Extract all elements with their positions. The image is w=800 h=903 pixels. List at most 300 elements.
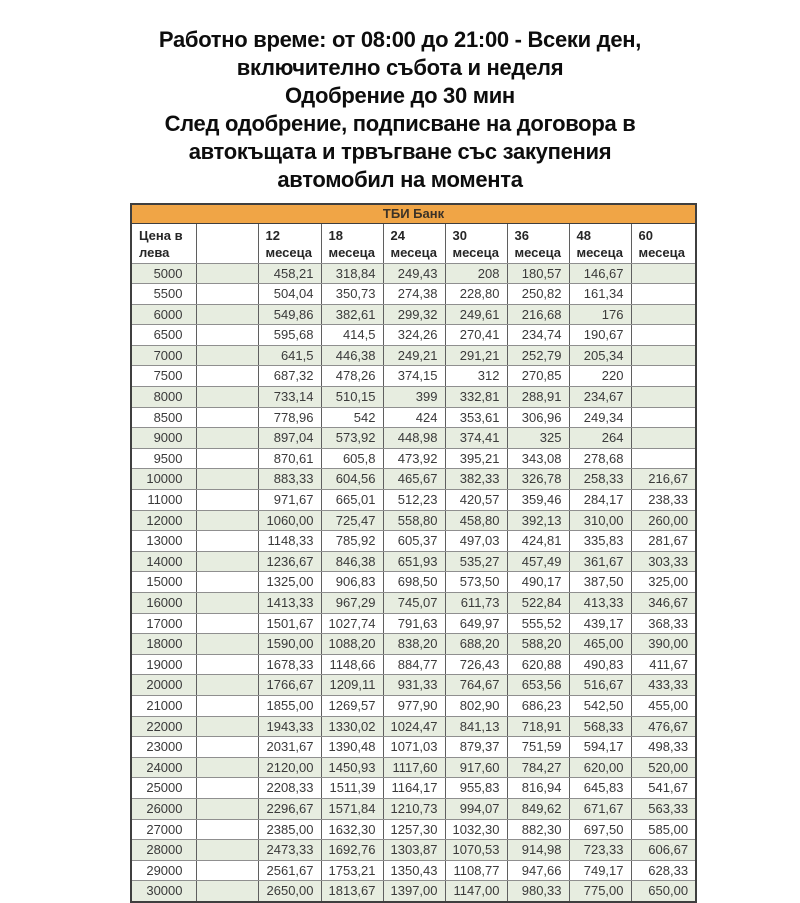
table-row [131, 510, 696, 531]
payment-cell: 641,5 [258, 345, 321, 366]
price-cell: 20000 [131, 675, 196, 696]
empty-cell [196, 284, 258, 305]
payment-cell: 387,50 [569, 572, 631, 593]
payment-cell: 510,15 [321, 387, 383, 408]
payment-cell: 650,00 [631, 881, 696, 902]
payment-cell [631, 366, 696, 387]
table-row [131, 654, 696, 675]
payment-cell: 1060,00 [258, 510, 321, 531]
price-cell: 27000 [131, 819, 196, 840]
empty-cell [196, 695, 258, 716]
payment-cell: 1117,60 [383, 757, 445, 778]
payment-cell: 649,97 [445, 613, 507, 634]
payment-cell: 382,61 [321, 304, 383, 325]
payment-cell: 749,17 [569, 860, 631, 881]
payment-cell: 884,77 [383, 654, 445, 675]
payment-cell: 1148,33 [258, 531, 321, 552]
table-row [131, 593, 696, 614]
payment-cell: 1257,30 [383, 819, 445, 840]
payment-cell: 249,61 [445, 304, 507, 325]
bank-title: ТБИ Банк [131, 204, 696, 223]
empty-cell [196, 469, 258, 490]
payment-cell: 671,67 [569, 798, 631, 819]
payment-cell: 535,27 [445, 551, 507, 572]
payment-cell: 249,21 [383, 345, 445, 366]
payment-cell: 238,33 [631, 490, 696, 511]
payment-cell: 994,07 [445, 798, 507, 819]
table-row [131, 675, 696, 696]
table-row [131, 490, 696, 511]
payment-cell: 1024,47 [383, 716, 445, 737]
payment-cell: 1692,76 [321, 840, 383, 861]
column-header-36-months: 36 месеца [507, 223, 569, 263]
payment-cell: 971,67 [258, 490, 321, 511]
payment-cell: 220 [569, 366, 631, 387]
payment-cell: 490,17 [507, 572, 569, 593]
payment-cell: 306,96 [507, 407, 569, 428]
payment-cell [631, 345, 696, 366]
column-header-price: Цена в лева [131, 223, 196, 263]
table-row [131, 469, 696, 490]
payment-cell: 473,92 [383, 448, 445, 469]
price-cell: 19000 [131, 654, 196, 675]
empty-cell [196, 757, 258, 778]
column-header-60-months: 60 месеца [631, 223, 696, 263]
payment-cell: 977,90 [383, 695, 445, 716]
payment-cell: 1148,66 [321, 654, 383, 675]
price-cell: 8000 [131, 387, 196, 408]
payment-cell: 424,81 [507, 531, 569, 552]
payment-cell: 838,20 [383, 634, 445, 655]
empty-cell [196, 448, 258, 469]
table-row [131, 366, 696, 387]
empty-cell [196, 531, 258, 552]
column-header-12-months: 12 месеца [258, 223, 321, 263]
payment-cell: 1813,67 [321, 881, 383, 902]
payment-cell: 1590,00 [258, 634, 321, 655]
payment-cell: 310,00 [569, 510, 631, 531]
payment-cell: 555,52 [507, 613, 569, 634]
price-cell: 18000 [131, 634, 196, 655]
payment-cell: 846,38 [321, 551, 383, 572]
title-line: включително събота и неделя [236, 55, 564, 80]
table-row [131, 840, 696, 861]
table-row [131, 531, 696, 552]
payment-cell: 573,50 [445, 572, 507, 593]
payment-cell: 161,34 [569, 284, 631, 305]
payment-cell: 1632,30 [321, 819, 383, 840]
price-cell: 26000 [131, 798, 196, 819]
title-line: След одобрение, подписване на договора в [164, 111, 636, 136]
payment-cell: 146,67 [569, 263, 631, 284]
payment-cell: 264 [569, 428, 631, 449]
payment-cell: 234,74 [507, 325, 569, 346]
payment-cell: 288,91 [507, 387, 569, 408]
payment-cell: 2296,67 [258, 798, 321, 819]
empty-cell [196, 428, 258, 449]
payment-cell: 522,84 [507, 593, 569, 614]
payment-cell: 628,33 [631, 860, 696, 881]
payment-cell: 205,34 [569, 345, 631, 366]
table-row [131, 613, 696, 634]
payment-cell: 303,33 [631, 551, 696, 572]
payment-cell: 325 [507, 428, 569, 449]
payment-cell: 250,82 [507, 284, 569, 305]
payment-cell: 176 [569, 304, 631, 325]
payment-cell: 343,08 [507, 448, 569, 469]
payment-cell: 270,85 [507, 366, 569, 387]
payment-cell [631, 387, 696, 408]
payment-cell: 751,59 [507, 737, 569, 758]
empty-cell [196, 325, 258, 346]
column-header-24-months: 24 месеца [383, 223, 445, 263]
payment-cell: 228,80 [445, 284, 507, 305]
table-body [131, 263, 696, 902]
payment-cell: 1350,43 [383, 860, 445, 881]
payment-cell: 1325,00 [258, 572, 321, 593]
payment-cell: 457,49 [507, 551, 569, 572]
payment-cell: 433,33 [631, 675, 696, 696]
payment-cell: 698,50 [383, 572, 445, 593]
table-row [131, 551, 696, 572]
payment-cell: 374,41 [445, 428, 507, 449]
price-cell: 14000 [131, 551, 196, 572]
payment-cell: 1303,87 [383, 840, 445, 861]
table-row [131, 716, 696, 737]
payment-cell: 448,98 [383, 428, 445, 449]
table-header-row [131, 223, 696, 263]
payment-cell: 870,61 [258, 448, 321, 469]
price-cell: 30000 [131, 881, 196, 902]
payment-cell: 802,90 [445, 695, 507, 716]
payment-cell: 2385,00 [258, 819, 321, 840]
payment-cell: 291,21 [445, 345, 507, 366]
payment-cell: 274,38 [383, 284, 445, 305]
payment-cell: 353,61 [445, 407, 507, 428]
payment-cell: 841,13 [445, 716, 507, 737]
payment-cell: 606,67 [631, 840, 696, 861]
payment-cell: 382,33 [445, 469, 507, 490]
table-row [131, 448, 696, 469]
payment-cell: 455,00 [631, 695, 696, 716]
payment-cell: 1397,00 [383, 881, 445, 902]
page-title [0, 26, 800, 194]
payment-cell: 476,67 [631, 716, 696, 737]
title-line: автокъщата и трвъгване със закупения [188, 139, 612, 164]
payment-cell [631, 304, 696, 325]
payment-cell: 573,92 [321, 428, 383, 449]
payment-cell: 1943,33 [258, 716, 321, 737]
payment-cell: 312 [445, 366, 507, 387]
table-row [131, 284, 696, 305]
empty-cell [196, 778, 258, 799]
payment-cell: 595,68 [258, 325, 321, 346]
column-header-30-months: 30 месеца [445, 223, 507, 263]
table-row [131, 737, 696, 758]
payment-cell: 2208,33 [258, 778, 321, 799]
empty-cell [196, 860, 258, 881]
payment-cell: 542,50 [569, 695, 631, 716]
price-cell: 5500 [131, 284, 196, 305]
payment-cell: 498,33 [631, 737, 696, 758]
empty-cell [196, 716, 258, 737]
empty-cell [196, 510, 258, 531]
payment-cell: 1390,48 [321, 737, 383, 758]
empty-cell [196, 593, 258, 614]
payment-cell: 465,67 [383, 469, 445, 490]
payment-cell: 249,34 [569, 407, 631, 428]
payment-cell: 914,98 [507, 840, 569, 861]
payment-cell: 216,68 [507, 304, 569, 325]
financing-table [130, 203, 697, 903]
empty-cell [196, 387, 258, 408]
payment-cell [631, 428, 696, 449]
payment-cell: 879,37 [445, 737, 507, 758]
payment-cell: 1571,84 [321, 798, 383, 819]
payment-cell: 906,83 [321, 572, 383, 593]
column-header-48-months: 48 месеца [569, 223, 631, 263]
price-cell: 24000 [131, 757, 196, 778]
payment-cell: 882,30 [507, 819, 569, 840]
price-cell: 17000 [131, 613, 196, 634]
payment-cell: 688,20 [445, 634, 507, 655]
payment-cell: 653,56 [507, 675, 569, 696]
table-row [131, 819, 696, 840]
payment-cell: 2473,33 [258, 840, 321, 861]
payment-cell: 465,00 [569, 634, 631, 655]
payment-cell: 1766,67 [258, 675, 321, 696]
payment-cell [631, 284, 696, 305]
title-line: автомобил на момента [277, 167, 523, 192]
payment-cell: 361,67 [569, 551, 631, 572]
price-cell: 28000 [131, 840, 196, 861]
payment-cell: 1678,33 [258, 654, 321, 675]
payment-cell: 270,41 [445, 325, 507, 346]
table-row [131, 325, 696, 346]
payment-cell: 359,46 [507, 490, 569, 511]
payment-cell: 733,14 [258, 387, 321, 408]
payment-cell: 424 [383, 407, 445, 428]
payment-cell: 390,00 [631, 634, 696, 655]
table-row [131, 757, 696, 778]
payment-cell: 726,43 [445, 654, 507, 675]
payment-cell: 281,67 [631, 531, 696, 552]
payment-cell: 849,62 [507, 798, 569, 819]
title-line: Одобрение до 30 мин [285, 83, 515, 108]
payment-cell: 718,91 [507, 716, 569, 737]
payment-cell [631, 263, 696, 284]
payment-cell: 686,23 [507, 695, 569, 716]
payment-cell: 1108,77 [445, 860, 507, 881]
payment-cell: 687,32 [258, 366, 321, 387]
price-cell: 7500 [131, 366, 196, 387]
table-row [131, 695, 696, 716]
price-cell: 9500 [131, 448, 196, 469]
payment-cell: 563,33 [631, 798, 696, 819]
payment-cell: 1210,73 [383, 798, 445, 819]
table-row [131, 428, 696, 449]
payment-cell: 1501,67 [258, 613, 321, 634]
payment-cell: 931,33 [383, 675, 445, 696]
empty-cell [196, 345, 258, 366]
payment-cell: 324,26 [383, 325, 445, 346]
payment-cell: 260,00 [631, 510, 696, 531]
price-cell: 15000 [131, 572, 196, 593]
price-cell: 8500 [131, 407, 196, 428]
payment-cell: 541,67 [631, 778, 696, 799]
payment-cell: 697,50 [569, 819, 631, 840]
empty-cell [196, 819, 258, 840]
price-cell: 7000 [131, 345, 196, 366]
payment-cell: 1330,02 [321, 716, 383, 737]
empty-cell [196, 407, 258, 428]
payment-cell: 1855,00 [258, 695, 321, 716]
payment-cell: 252,79 [507, 345, 569, 366]
payment-cell: 318,84 [321, 263, 383, 284]
empty-cell [196, 654, 258, 675]
table-row [131, 778, 696, 799]
payment-cell: 1269,57 [321, 695, 383, 716]
payment-cell: 558,80 [383, 510, 445, 531]
table-row [131, 407, 696, 428]
table-row [131, 798, 696, 819]
payment-cell: 1450,93 [321, 757, 383, 778]
payment-cell: 1032,30 [445, 819, 507, 840]
payment-cell: 478,26 [321, 366, 383, 387]
payment-cell: 1070,53 [445, 840, 507, 861]
payment-cell: 490,83 [569, 654, 631, 675]
price-cell: 6500 [131, 325, 196, 346]
price-cell: 25000 [131, 778, 196, 799]
payment-cell: 2561,67 [258, 860, 321, 881]
payment-cell: 1164,17 [383, 778, 445, 799]
price-cell: 9000 [131, 428, 196, 449]
payment-cell: 326,78 [507, 469, 569, 490]
payment-cell: 520,00 [631, 757, 696, 778]
payment-cell: 512,23 [383, 490, 445, 511]
payment-cell: 497,03 [445, 531, 507, 552]
table-row [131, 304, 696, 325]
payment-cell: 368,33 [631, 613, 696, 634]
empty-cell [196, 551, 258, 572]
payment-cell: 516,67 [569, 675, 631, 696]
payment-cell: 504,04 [258, 284, 321, 305]
payment-cell: 604,56 [321, 469, 383, 490]
payment-cell: 234,67 [569, 387, 631, 408]
price-cell: 29000 [131, 860, 196, 881]
price-cell: 23000 [131, 737, 196, 758]
payment-cell: 791,63 [383, 613, 445, 634]
empty-cell [196, 881, 258, 902]
payment-cell: 1413,33 [258, 593, 321, 614]
payment-cell: 725,47 [321, 510, 383, 531]
payment-cell: 392,13 [507, 510, 569, 531]
empty-cell [196, 675, 258, 696]
payment-cell: 723,33 [569, 840, 631, 861]
price-cell: 6000 [131, 304, 196, 325]
price-cell: 22000 [131, 716, 196, 737]
payment-cell: 411,67 [631, 654, 696, 675]
bank-banner-row [131, 204, 696, 223]
table-row [131, 634, 696, 655]
payment-cell: 414,5 [321, 325, 383, 346]
payment-cell: 325,00 [631, 572, 696, 593]
price-cell: 12000 [131, 510, 196, 531]
payment-cell: 784,27 [507, 757, 569, 778]
title-line: Работно време: от 08:00 до 21:00 - Всеки ден, [158, 27, 642, 52]
payment-cell: 917,60 [445, 757, 507, 778]
payment-cell: 785,92 [321, 531, 383, 552]
payment-cell: 299,32 [383, 304, 445, 325]
payment-cell: 605,37 [383, 531, 445, 552]
payment-cell: 764,67 [445, 675, 507, 696]
payment-cell: 249,43 [383, 263, 445, 284]
payment-cell: 413,33 [569, 593, 631, 614]
payment-cell: 395,21 [445, 448, 507, 469]
empty-cell [196, 840, 258, 861]
table-row [131, 572, 696, 593]
payment-cell: 420,57 [445, 490, 507, 511]
table-row [131, 345, 696, 366]
payment-cell: 1511,39 [321, 778, 383, 799]
payment-cell: 620,88 [507, 654, 569, 675]
table-row [131, 881, 696, 902]
empty-cell [196, 798, 258, 819]
payment-cell: 1147,00 [445, 881, 507, 902]
payment-cell: 278,68 [569, 448, 631, 469]
payment-cell: 620,00 [569, 757, 631, 778]
payment-cell [631, 325, 696, 346]
price-cell: 21000 [131, 695, 196, 716]
price-cell: 5000 [131, 263, 196, 284]
payment-cell: 883,33 [258, 469, 321, 490]
payment-cell: 1088,20 [321, 634, 383, 655]
table-row [131, 387, 696, 408]
payment-cell: 284,17 [569, 490, 631, 511]
payment-cell: 1071,03 [383, 737, 445, 758]
empty-cell [196, 572, 258, 593]
payment-cell: 980,33 [507, 881, 569, 902]
price-cell: 10000 [131, 469, 196, 490]
payment-cell: 399 [383, 387, 445, 408]
payment-cell: 549,86 [258, 304, 321, 325]
payment-cell: 605,8 [321, 448, 383, 469]
empty-cell [196, 737, 258, 758]
payment-cell: 350,73 [321, 284, 383, 305]
table-row [131, 263, 696, 284]
payment-cell: 651,93 [383, 551, 445, 572]
payment-cell: 778,96 [258, 407, 321, 428]
price-cell: 13000 [131, 531, 196, 552]
empty-cell [196, 634, 258, 655]
payment-cell: 180,57 [507, 263, 569, 284]
payment-cell: 611,73 [445, 593, 507, 614]
payment-cell: 1236,67 [258, 551, 321, 572]
payment-cell: 446,38 [321, 345, 383, 366]
payment-cell: 955,83 [445, 778, 507, 799]
table-row [131, 860, 696, 881]
payment-cell: 594,17 [569, 737, 631, 758]
payment-cell: 1027,74 [321, 613, 383, 634]
payment-cell: 2650,00 [258, 881, 321, 902]
payment-cell: 775,00 [569, 881, 631, 902]
payment-cell: 568,33 [569, 716, 631, 737]
payment-cell: 897,04 [258, 428, 321, 449]
empty-cell [196, 490, 258, 511]
payment-cell: 947,66 [507, 860, 569, 881]
payment-cell: 258,33 [569, 469, 631, 490]
payment-cell: 967,29 [321, 593, 383, 614]
